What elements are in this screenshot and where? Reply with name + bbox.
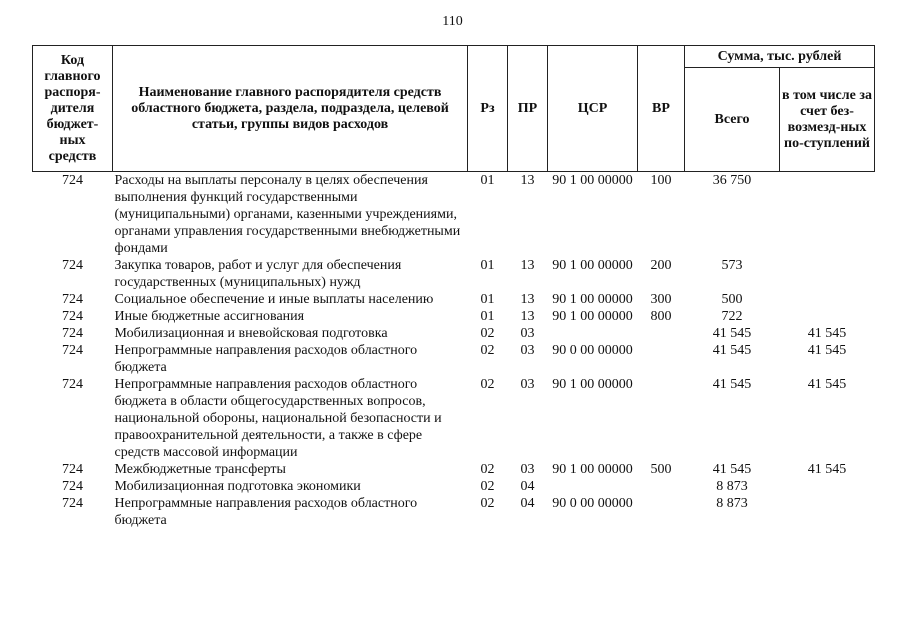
cell-csr: 90 1 00 00000: [552, 292, 633, 307]
table-header: [33, 46, 875, 172]
cell-grants: [780, 478, 875, 495]
cell-csr: 90 1 00 00000: [552, 309, 633, 324]
table-row: [33, 172, 875, 258]
cell-name: Непрограммные направления расходов областного бюджета: [114, 496, 418, 528]
cell-rz: 02: [480, 479, 495, 494]
cell-grants: 41 545: [807, 326, 847, 341]
cell-total: 36 750: [712, 173, 752, 188]
cell-rz: 02: [480, 343, 495, 358]
cell-csr: 90 1 00 00000: [552, 173, 633, 188]
cell-csr: [548, 478, 638, 495]
cell-code: 724: [62, 326, 83, 341]
cell-vr: 500: [650, 462, 672, 477]
cell-code: 724: [62, 377, 83, 392]
table-row: [33, 291, 875, 308]
cell-csr: 90 0 00 00000: [552, 496, 633, 511]
cell-code: 724: [62, 496, 83, 511]
cell-pr: 03: [520, 326, 535, 341]
cell-vr: 100: [650, 173, 672, 188]
header-rz: Рз: [468, 46, 508, 172]
cell-pr: 13: [520, 258, 535, 273]
cell-name: Мобилизационная подготовка экономики: [114, 479, 361, 494]
cell-vr: 800: [650, 309, 672, 324]
cell-code: 724: [62, 309, 83, 324]
cell-rz: 02: [480, 377, 495, 392]
cell-csr: 90 1 00 00000: [552, 462, 633, 477]
cell-vr: [638, 478, 685, 495]
cell-name: Социальное обеспечение и иные выплаты населению: [114, 292, 434, 307]
header-name: Наименование главного распорядителя средств областного бюджета, раздела, подраздела, целевой статьи, группы видов расходов: [113, 46, 468, 172]
cell-grants: [780, 172, 875, 258]
cell-code: 724: [62, 173, 83, 188]
cell-pr: 04: [520, 479, 535, 494]
cell-csr: 90 0 00 00000: [552, 343, 633, 358]
cell-vr: [638, 342, 685, 376]
cell-name: Иные бюджетные ассигнования: [114, 309, 305, 324]
cell-total: 500: [721, 292, 743, 307]
cell-total: 722: [721, 309, 743, 324]
cell-name: Мобилизационная и вневойсковая подготовка: [114, 326, 388, 341]
header-sum-group: Сумма, тыс. рублей: [685, 46, 875, 68]
cell-pr: 13: [520, 173, 535, 188]
header-pr: ПР: [508, 46, 548, 172]
cell-rz: 01: [480, 258, 495, 273]
cell-name: Расходы на выплаты персоналу в целях обеспечения выполнения функций государственными (муниципальными) органами, казенными учреждениями, органами управления государственными внебюджетными фондами: [114, 173, 461, 256]
cell-name: Непрограммные направления расходов областного бюджета в области общегосударственных вопросов, национальной обороны, национальной безопасности и правоохранительной деятельности, а также в сфере средств массовой информации: [114, 377, 442, 460]
cell-rz: 02: [480, 496, 495, 511]
cell-name: Межбюджетные трансферты: [114, 462, 286, 477]
cell-total: 41 545: [712, 377, 752, 392]
cell-name: Непрограммные направления расходов областного бюджета: [114, 343, 418, 375]
cell-vr: 200: [650, 258, 672, 273]
cell-csr: 90 1 00 00000: [552, 258, 633, 273]
table-row: [33, 478, 875, 495]
cell-total: 8 873: [716, 479, 748, 494]
table-body: [33, 172, 875, 530]
cell-vr: [638, 325, 685, 342]
cell-csr: [548, 325, 638, 342]
cell-total: 41 545: [712, 462, 752, 477]
header-code: Код главного распоря-дителя бюджет-ных средств: [33, 46, 113, 172]
cell-total: 573: [721, 258, 743, 273]
cell-rz: 01: [480, 173, 495, 188]
cell-rz: 02: [480, 326, 495, 341]
cell-code: 724: [62, 343, 83, 358]
cell-csr: 90 1 00 00000: [552, 377, 633, 392]
table-row: [33, 325, 875, 342]
cell-pr: 03: [520, 377, 535, 392]
cell-pr: 13: [520, 292, 535, 307]
cell-total: 8 873: [716, 496, 748, 511]
cell-pr: 03: [520, 343, 535, 358]
cell-rz: 01: [480, 309, 495, 324]
cell-grants: 41 545: [807, 343, 847, 358]
header-grants: в том числе за счет без-возмезд-ных по-ступлений: [780, 68, 875, 172]
table-row: [33, 342, 875, 376]
cell-name: Закупка товаров, работ и услуг для обеспечения государственных (муниципальных) нужд: [114, 258, 402, 290]
cell-vr: 300: [650, 292, 672, 307]
cell-code: 724: [62, 292, 83, 307]
cell-grants: 41 545: [807, 462, 847, 477]
table-row: [33, 495, 875, 529]
header-csr: ЦСР: [548, 46, 638, 172]
cell-rz: 01: [480, 292, 495, 307]
table-row: [33, 308, 875, 325]
cell-pr: 04: [520, 496, 535, 511]
cell-total: 41 545: [712, 326, 752, 341]
cell-vr: [638, 495, 685, 529]
cell-code: 724: [62, 258, 83, 273]
cell-grants: [780, 308, 875, 325]
header-vr: ВР: [638, 46, 685, 172]
cell-pr: 03: [520, 462, 535, 477]
table-row: [33, 257, 875, 291]
page-number: 110: [442, 14, 463, 29]
cell-grants: [780, 291, 875, 308]
cell-code: 724: [62, 462, 83, 477]
table-row: [33, 461, 875, 478]
header-total: Всего: [685, 68, 780, 172]
cell-vr: [638, 376, 685, 461]
cell-total: 41 545: [712, 343, 752, 358]
cell-rz: 02: [480, 462, 495, 477]
table-row: [33, 376, 875, 461]
budget-table: [32, 45, 875, 529]
cell-grants: [780, 257, 875, 291]
cell-pr: 13: [520, 309, 535, 324]
cell-code: 724: [62, 479, 83, 494]
cell-grants: [780, 495, 875, 529]
cell-grants: 41 545: [807, 377, 847, 392]
